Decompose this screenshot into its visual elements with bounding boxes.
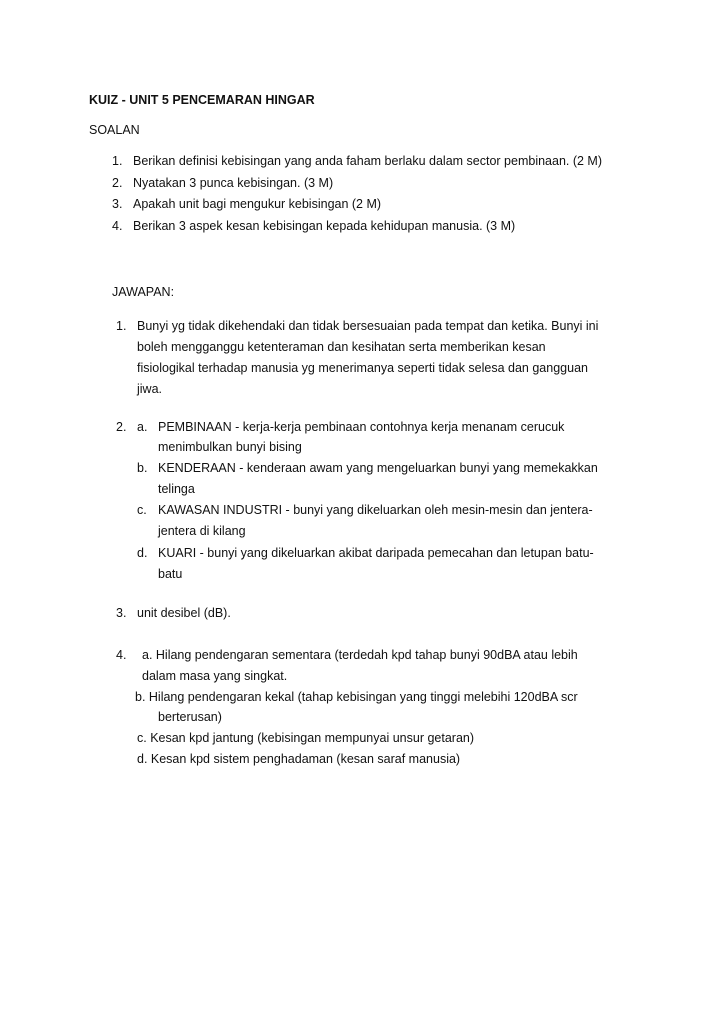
question-number: 1. — [112, 154, 123, 168]
question-number: 3. — [112, 197, 123, 211]
document-title: KUIZ - UNIT 5 PENCEMARAN HINGAR — [89, 93, 315, 107]
question-text: Nyatakan 3 punca kebisingan. (3 M) — [133, 176, 334, 190]
answer-item-line: KAWASAN INDUSTRI - bunyi yang dikeluarkan oleh mesin-mesin dan jentera- — [158, 503, 593, 517]
answer-line: berterusan) — [158, 710, 222, 724]
answer-item-line: batu — [158, 567, 183, 581]
answer-item-line: KENDERAAN - kenderaan awam yang mengeluarkan bunyi yang memekakkan — [158, 461, 598, 475]
answer-line: Bunyi yg tidak dikehendaki dan tidak bersesuaian pada tempat dan ketika. Bunyi ini — [137, 319, 599, 333]
answer-item-letter: a. — [137, 420, 148, 434]
question-text: Berikan definisi kebisingan yang anda faham berlaku dalam sector pembinaan. (2 M) — [133, 154, 603, 168]
answer-line: b. Hilang pendengaran kekal (tahap kebisingan yang tinggi melebihi 120dBA scr — [135, 690, 578, 704]
answer-item-line: jentera di kilang — [158, 524, 246, 538]
soalan-heading: SOALAN — [89, 123, 140, 137]
answer-number: 1. — [116, 319, 127, 333]
answer-line: dalam masa yang singkat. — [142, 669, 288, 683]
answer-item-letter: d. — [137, 546, 148, 560]
answer-line: unit desibel (dB). — [137, 606, 231, 620]
question-text: Apakah unit bagi mengukur kebisingan (2 M) — [133, 197, 382, 211]
answer-item-line: KUARI - bunyi yang dikeluarkan akibat daripada pemecahan dan letupan batu- — [158, 546, 594, 560]
question-number: 2. — [112, 176, 123, 190]
answer-line: c. Kesan kpd jantung (kebisingan mempunyai unsur getaran) — [137, 731, 475, 745]
answer-line: fisiologikal terhadap manusia yg menerimanya seperti tidak selesa dan gangguan — [137, 361, 588, 375]
answer-item-letter: c. — [137, 503, 147, 517]
answer-number: 3. — [116, 606, 127, 620]
answer-line: jiwa. — [137, 382, 163, 396]
answer-number: 2. — [116, 420, 127, 434]
question-text: Berikan 3 aspek kesan kebisingan kepada kehidupan manusia. (3 M) — [133, 219, 516, 233]
question-number: 4. — [112, 219, 123, 233]
answer-number: 4. — [116, 648, 127, 662]
answer-line: d. Kesan kpd sistem penghadaman (kesan saraf manusia) — [137, 752, 461, 766]
answer-item-line: PEMBINAAN - kerja-kerja pembinaan contohnya kerja menanam cerucuk — [158, 420, 565, 434]
answer-item-letter: b. — [137, 461, 148, 475]
answer-line: boleh mengganggu ketenteraman dan kesihatan serta memberikan kesan — [137, 340, 546, 354]
answer-item-line: telinga — [158, 482, 195, 496]
jawapan-heading: JAWAPAN: — [112, 285, 175, 299]
answer-item-line: menimbulkan bunyi bising — [158, 440, 302, 454]
answer-line: a. Hilang pendengaran sementara (terdedah kpd tahap bunyi 90dBA atau lebih — [142, 648, 578, 662]
